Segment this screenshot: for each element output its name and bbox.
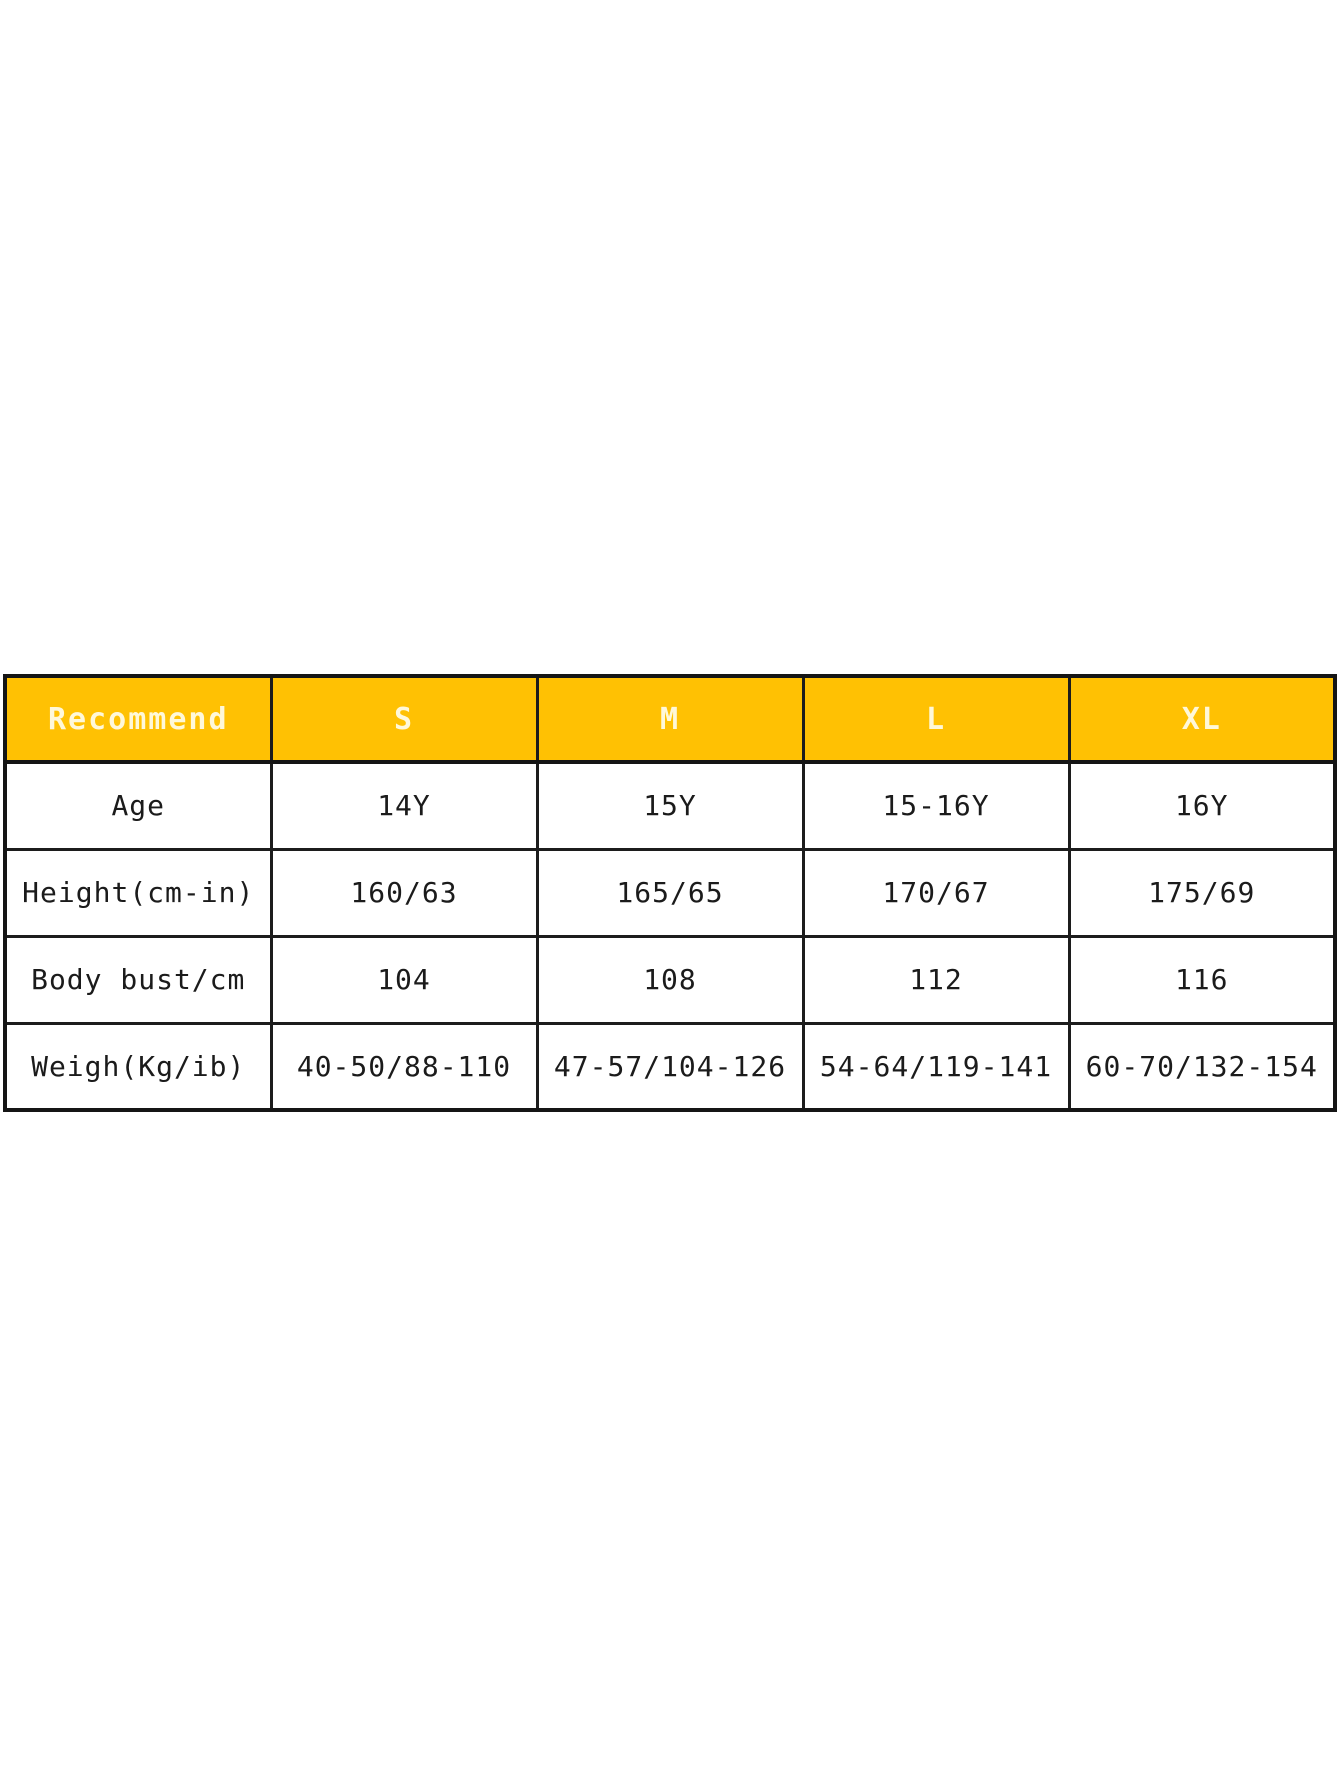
data-cell: 16Y bbox=[1069, 762, 1335, 849]
data-cell: 160/63 bbox=[271, 849, 537, 936]
table-header-row bbox=[5, 676, 1335, 762]
row-label-age: Age bbox=[5, 762, 271, 849]
data-cell: 14Y bbox=[271, 762, 537, 849]
data-cell: 170/67 bbox=[803, 849, 1069, 936]
data-cell: 108 bbox=[537, 936, 803, 1023]
table-row-body-bust bbox=[5, 936, 1335, 1023]
data-cell: 47-57/104-126 bbox=[537, 1023, 803, 1110]
row-label-weight: Weigh(Kg/ib) bbox=[5, 1023, 271, 1110]
data-cell: 15Y bbox=[537, 762, 803, 849]
header-cell-size-l: L bbox=[803, 676, 1069, 762]
header-cell-size-m: M bbox=[537, 676, 803, 762]
data-cell: 116 bbox=[1069, 936, 1335, 1023]
data-cell: 60-70/132-154 bbox=[1069, 1023, 1335, 1110]
header-cell-size-xl: XL bbox=[1069, 676, 1335, 762]
table-row-weight bbox=[5, 1023, 1335, 1110]
table-row-height bbox=[5, 849, 1335, 936]
data-cell: 54-64/119-141 bbox=[803, 1023, 1069, 1110]
header-cell-recommend: Recommend bbox=[5, 676, 271, 762]
table-row-age bbox=[5, 762, 1335, 849]
data-cell: 165/65 bbox=[537, 849, 803, 936]
row-label-height: Height(cm-in) bbox=[5, 849, 271, 936]
data-cell: 40-50/88-110 bbox=[271, 1023, 537, 1110]
data-cell: 175/69 bbox=[1069, 849, 1335, 936]
header-cell-size-s: S bbox=[271, 676, 537, 762]
row-label-body-bust: Body bust/cm bbox=[5, 936, 271, 1023]
data-cell: 15-16Y bbox=[803, 762, 1069, 849]
data-cell: 104 bbox=[271, 936, 537, 1023]
size-chart-table bbox=[3, 674, 1337, 1112]
data-cell: 112 bbox=[803, 936, 1069, 1023]
